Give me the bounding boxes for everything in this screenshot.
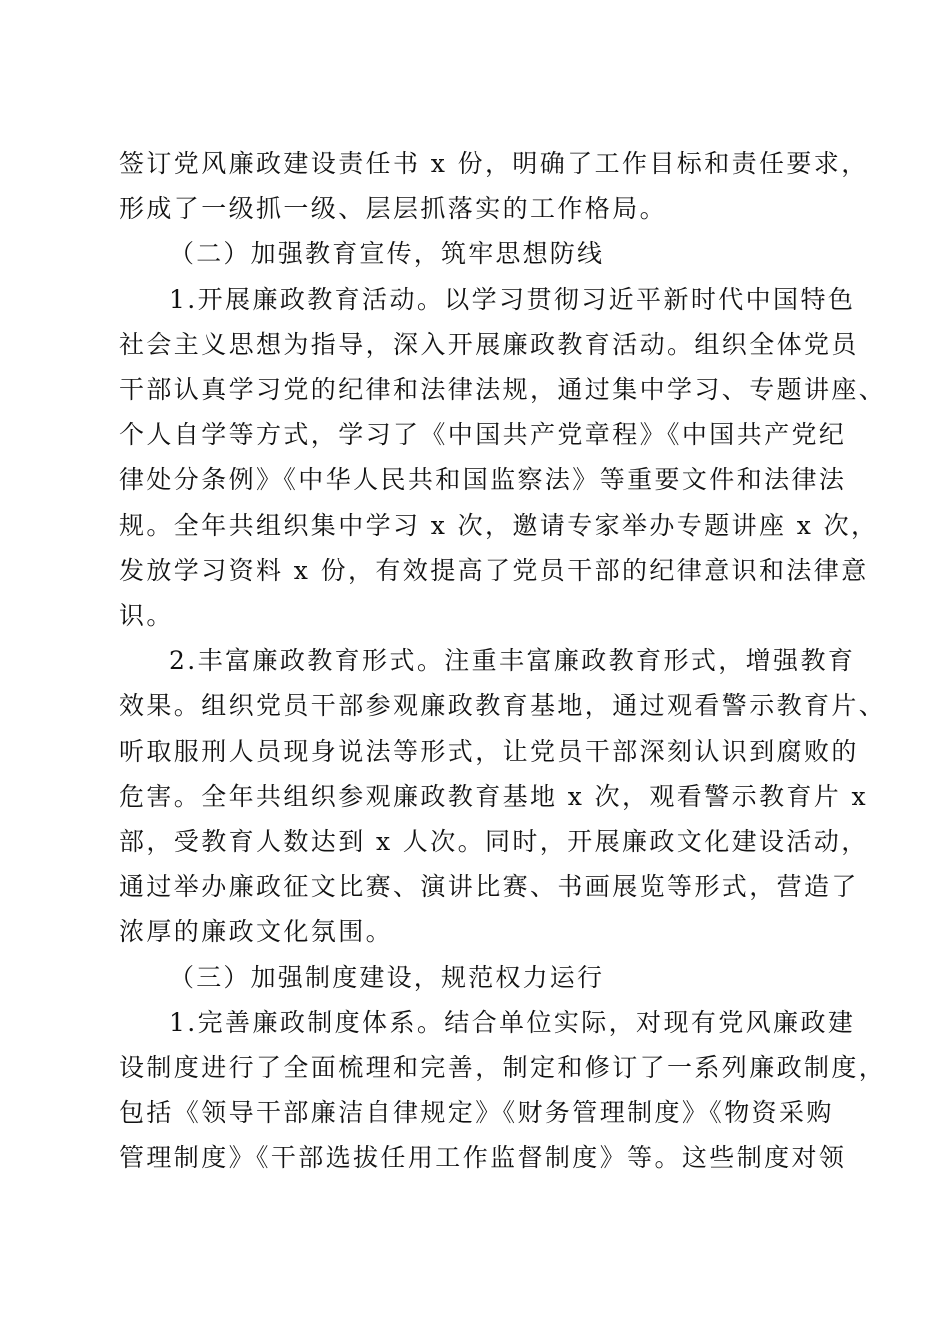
text-line: 听取服刑人员现身说法等形式，让党员干部深刻认识到腐败的 [119,736,859,766]
text-line: 个人自学等方式，学习了《中国共产党章程》《中国共产党纪 [119,420,847,450]
heading-text: （三）加强制度建设，规范权力运行 [169,962,605,992]
paragraph-education-forms [119,638,887,954]
text-line: 1.完善廉政制度体系。结合单位实际，对现有党风廉政建 [169,1007,856,1037]
text-line: 签订党风廉政建设责任书 x 份，明确了工作目标和责任要求， [119,149,869,178]
text-line: 通过举办廉政征文比赛、演讲比赛、书画展览等形式，营造了 [119,872,859,902]
text-line: 包括《领导干部廉洁自律规定》《财务管理制度》《物资采购 [119,1098,834,1128]
text-line: 2.丰富廉政教育形式。注重丰富廉政教育形式，增强教育 [169,646,856,676]
heading-text: （二）加强教育宣传，筑牢思想防线 [169,239,605,269]
text-line: 规。全年共组织集中学习 x 次，邀请专家举办专题讲座 x 次， [119,510,879,540]
text-line: 危害。全年共组织参观廉政教育基地 x 次，观看警示教育片 x [119,781,869,811]
paragraph-continuation [119,141,869,231]
text-line: 效果。组织党员干部参观廉政教育基地，通过观看警示教育片、 [119,691,887,721]
text-line: 浓厚的廉政文化氛围。 [119,917,394,947]
text-line: 设制度进行了全面梳理和完善，制定和修订了一系列廉政制度， [119,1053,887,1083]
text-line: 干部认真学习党的纪律和法律法规，通过集中学习、专题讲座、 [119,375,887,405]
text-line: 形成了一级抓一级、层层抓落实的工作格局。 [119,194,668,224]
paragraph-system-building [119,1000,887,1181]
text-line: 管理制度》《干部选拔任用工作监督制度》等。这些制度对领 [119,1143,847,1173]
text-line: 1.开展廉政教育活动。以学习贯彻习近平新时代中国特色 [169,284,856,314]
section-heading-3 [119,955,835,1000]
text-line: 部，受教育人数达到 x 人次。同时，开展廉政文化建设活动， [119,827,869,857]
text-line: 发放学习资料 x 份，有效提高了党员干部的纪律意识和法律意 [119,555,869,585]
text-line: 律处分条例》《中华人民共和国监察法》等重要文件和法律法 [119,465,847,495]
section-heading-2 [119,231,835,276]
text-line: 社会主义思想为指导，深入开展廉政教育活动。组织全体党员 [119,329,859,359]
paragraph-education-activities [119,277,887,639]
document-body [119,141,887,1181]
text-line: 识。 [119,601,174,631]
